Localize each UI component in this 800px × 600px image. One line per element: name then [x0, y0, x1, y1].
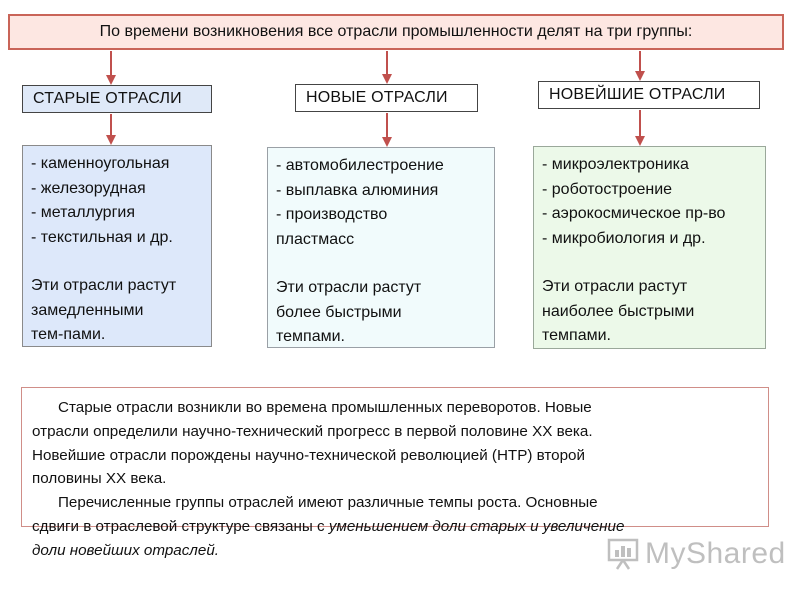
list-item: - текстильная и др. [31, 228, 173, 246]
list-item: - аэрокосмическое пр-во [542, 205, 726, 222]
list-item: - микроэлектроника [542, 156, 689, 173]
category-box-old [22, 145, 212, 347]
category-label-new-text: НОВЫЕ ОТРАСЛИ [306, 89, 448, 106]
list-item: - железорудная [31, 179, 146, 197]
list-item: - выплавка алюминия [276, 181, 439, 199]
category-box-newest [533, 146, 766, 349]
header-text: По времени возникновения все отрасли промышленности делят на три группы: [99, 23, 693, 40]
category-label-newest [538, 81, 760, 109]
list-item: - каменноугольная [31, 155, 170, 172]
summary-line: более быстрыми [276, 303, 402, 321]
category-label-newest-text: НОВЕЙШИЕ ОТРАСЛИ [549, 86, 726, 103]
category-label-old-text: СТАРЫЕ ОТРАСЛИ [33, 90, 182, 107]
spacer [31, 250, 203, 274]
list-item: - автомобилестроение [276, 157, 444, 174]
spacer [276, 252, 486, 276]
watermark [607, 536, 786, 572]
text-line: половины XX века. [32, 470, 167, 488]
summary-line: Эти отрасли растут [276, 279, 422, 296]
category-label-old [22, 85, 212, 113]
list-item: - микробиология и др. [542, 229, 706, 247]
summary-line: наиболее быстрыми [542, 302, 695, 320]
spacer [542, 251, 757, 275]
category-box-new [267, 147, 495, 348]
list-item: пластмасс [276, 230, 355, 248]
list-item: - металлургия [31, 204, 136, 221]
text-line: отрасли определили научно-технический прогресс в первой половине XX века. [32, 422, 593, 440]
text-italic-line: доли новейших отраслей. [32, 541, 219, 559]
list-item: - роботостроение [542, 180, 673, 198]
presentation-logo-icon [607, 537, 639, 571]
watermark-text: MyShared [645, 537, 786, 570]
paragraph-1 [32, 396, 758, 491]
text-italic: уменьшением доли старых и увеличение [328, 517, 625, 535]
summary-line: темпами. [542, 327, 611, 344]
text-plain: сдвиги в отраслевой структуре связаны с [32, 517, 329, 535]
summary-line: темпами. [276, 328, 345, 345]
summary-line: тем-пами. [31, 326, 106, 343]
text-line: Старые отрасли возникли во времена промышленных переворотов. Новые [58, 399, 592, 416]
summary-line: Эти отрасли растут [542, 278, 688, 295]
category-label-new [295, 84, 478, 112]
text-line: Новейшие отрасли порождены научно-технической революцией (НТР) второй [32, 446, 585, 464]
header-box [8, 14, 784, 50]
list-item: - производство [276, 206, 388, 223]
text-line: Перечисленные группы отраслей имеют различные темпы роста. Основные [58, 494, 598, 512]
summary-line: замедленными [31, 301, 144, 319]
summary-line: Эти отрасли растут [31, 277, 177, 294]
